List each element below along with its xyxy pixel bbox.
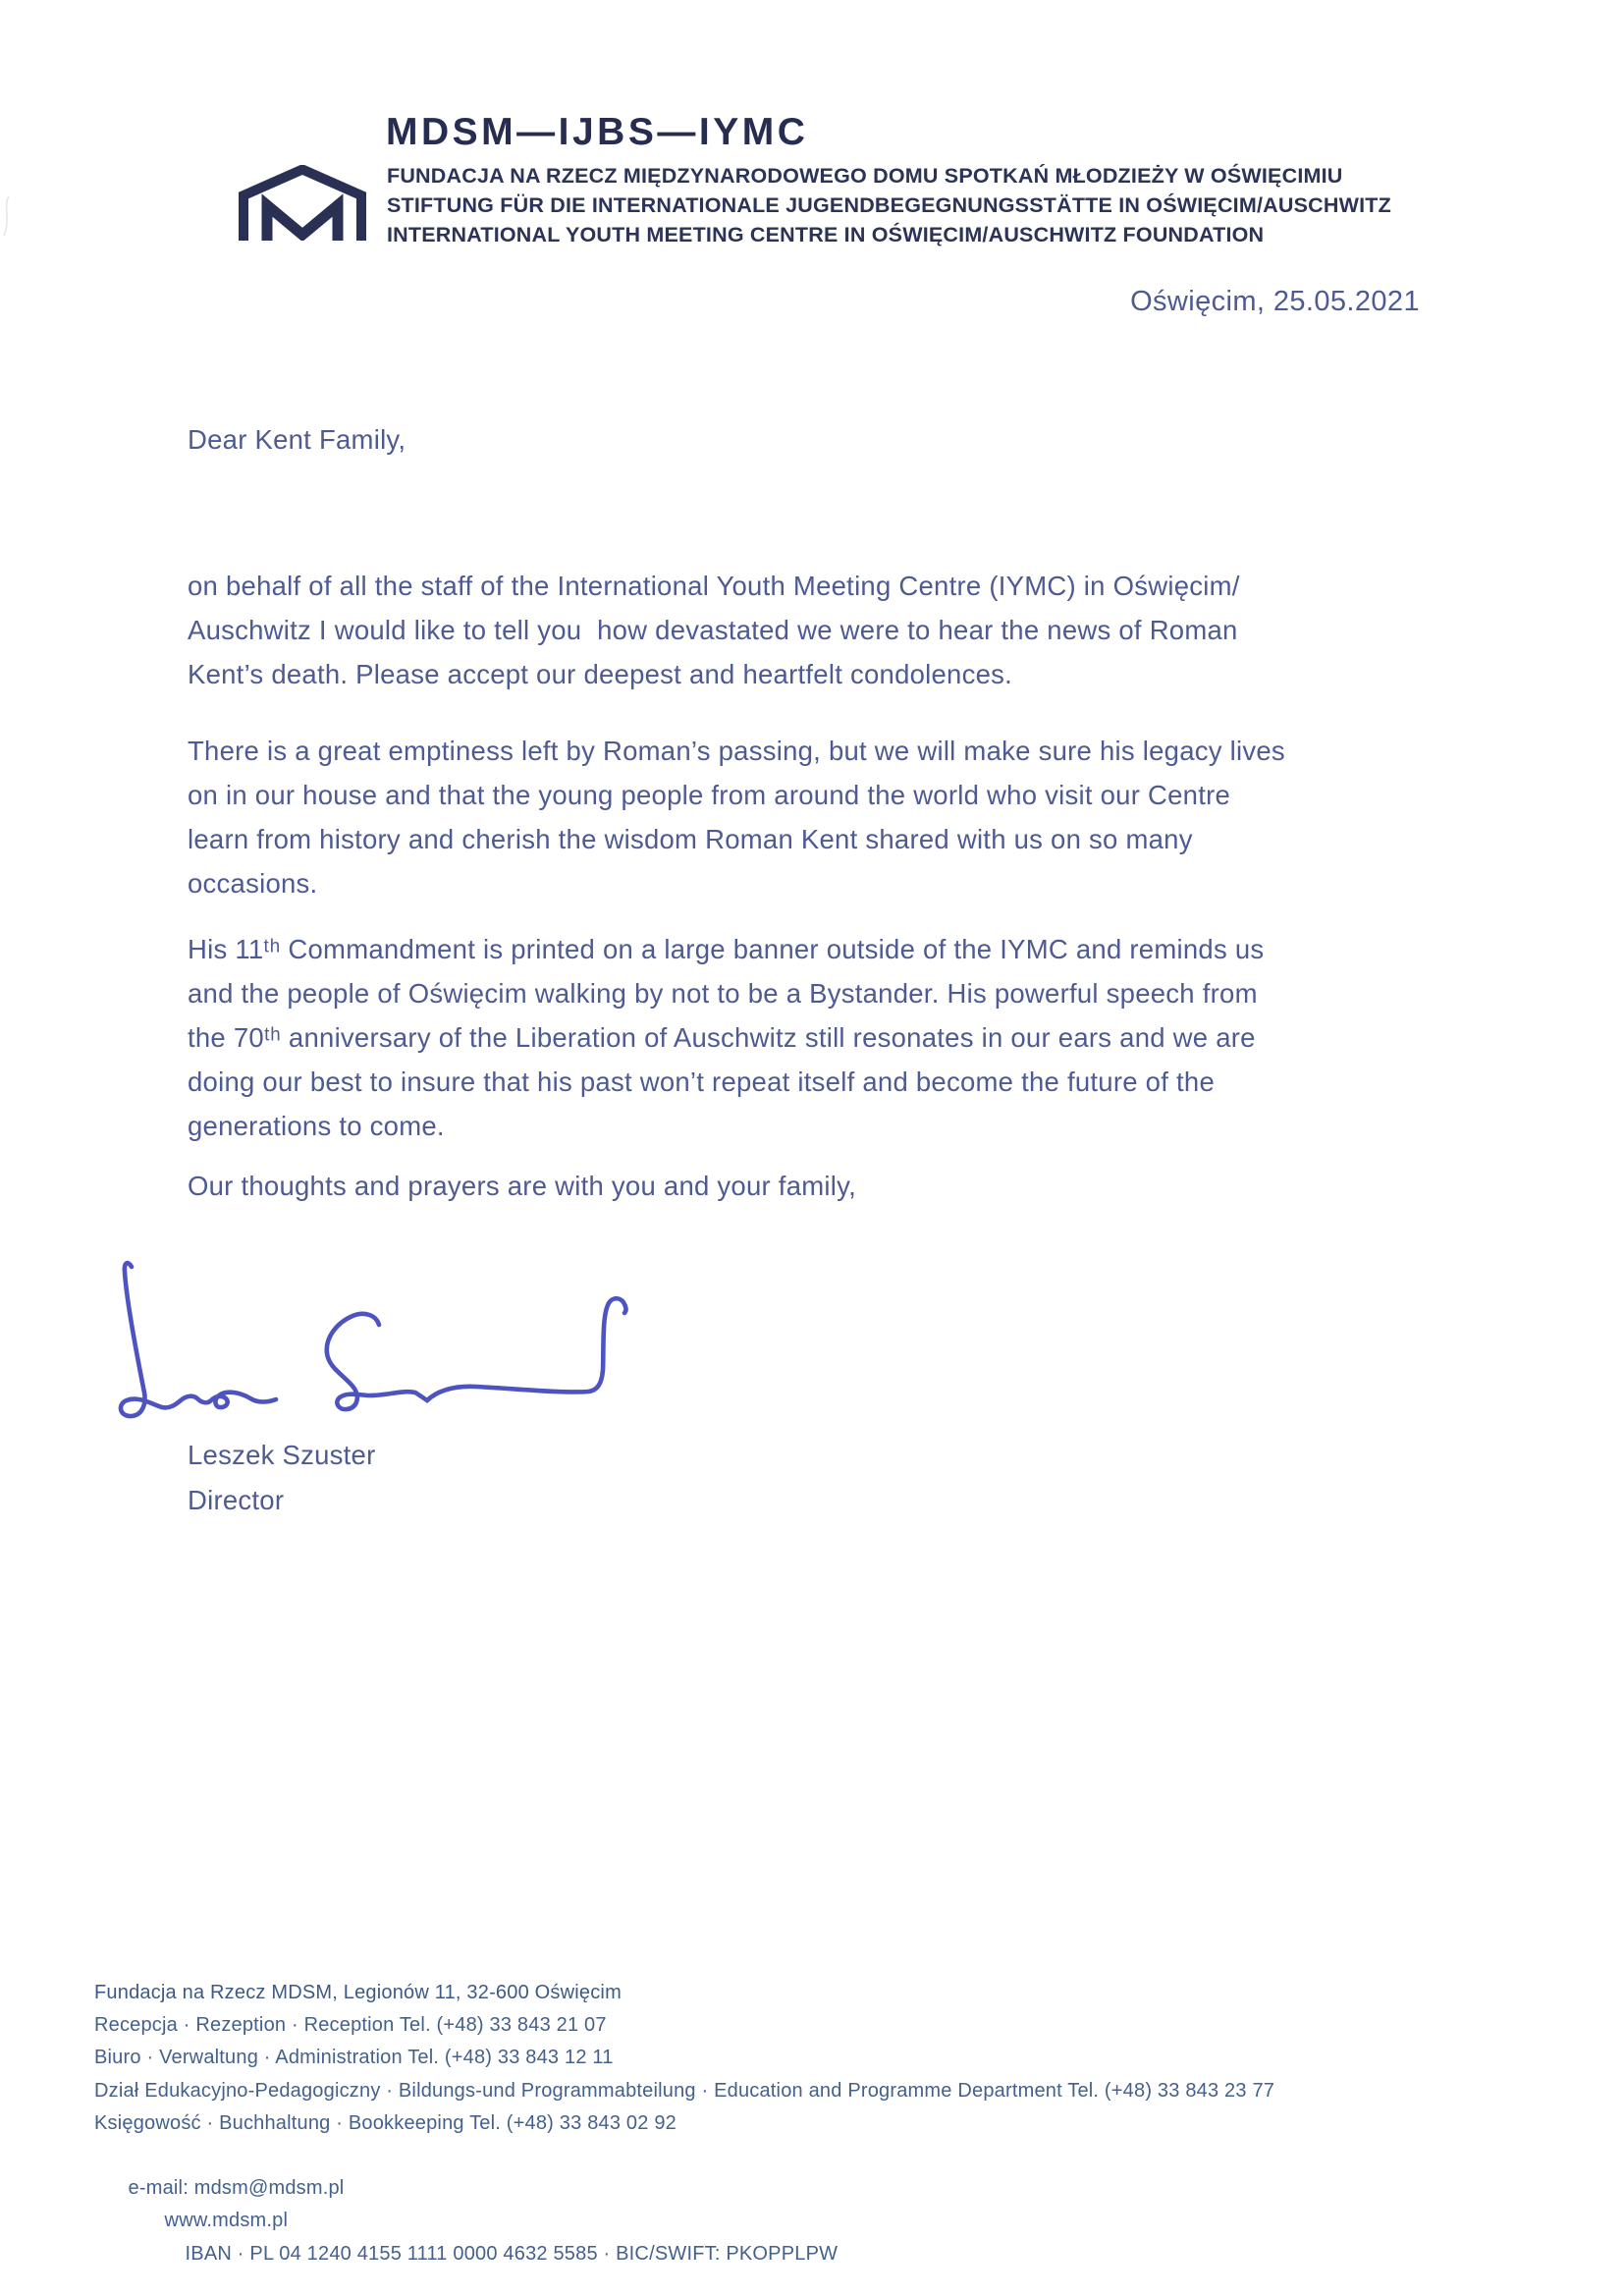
signer-name: Leszek Szuster [188, 1440, 376, 1470]
organization-title: MDSM—IJBS—IYMC [386, 111, 809, 153]
footer-contact-row [94, 2140, 1274, 2296]
paragraph-3: His 11ᵗʰ Commandment is printed on a large banner outside of the IYMC and reminds us and the people of Oświęcim walking by not to be a Bystander. His powerful speech from the 70ᵗʰ anniversary of the Liberation of Auschwitz still resonates in our ears and we are doing our best to insure that his past won’t repeat itself and become the future of the generations to come. [188, 934, 1265, 1141]
footer-iban: IBAN · PL 04 1240 4155 1111 0000 4632 5585 · BIC/SWIFT: PKOPPLPW [185, 2242, 839, 2265]
footer-bookkeeping-phone: Księgowość · Buchhaltung · Bookkeeping Tel. (+48) 33 843 02 92 [94, 2111, 677, 2134]
paragraph-2: There is a great emptiness left by Roman’s passing, but we will make sure his legacy lives on in our house and that the young people from around the world who visit our Centre learn from history and cherish the wisdom Roman Kent shared with us on so many occasions. [188, 736, 1285, 899]
scan-artifact [0, 194, 14, 238]
handwritten-signature [103, 1255, 638, 1427]
footer-website: www.mdsm.pl [164, 2210, 289, 2232]
mdsm-house-m-logo-icon [239, 165, 366, 241]
paragraph-1: on behalf of all the staff of the International Youth Meeting Centre (IYMC) in Oświęcim/ Auschwitz I would like to tell you how devastated we were to hear the news of Roman Kent’s death. Please accept our deepest and heartfelt condolences. [188, 571, 1240, 689]
organization-subtitle: FUNDACJA NA RZECZ MIĘDZYNARODOWEGO DOMU SPOTKAŃ MŁODZIEŻY W OŚWIĘCIMIU STIFTUNG FÜR DIE INTERNATIONALE JUGENDBEGEGNUNGSSTÄTTE IN OŚWIĘCIM/AUSCHWITZ INTERNATIONAL YOUTH MEETING CENTRE IN OŚWIĘCIM/AUSCHWITZ FOUNDATION [387, 164, 1391, 246]
footer-reception-phone: Recepcja · Rezeption · Reception Tel. (+48) 33 843 21 07 [94, 2014, 607, 2037]
footer-contact-block [94, 1977, 1274, 2296]
dateline: Oświęcim, 25.05.2021 [1130, 286, 1420, 317]
footer-administration-phone: Biuro · Verwaltung · Administration Tel. (+48) 33 843 12 11 [94, 2047, 614, 2069]
closing-line: Our thoughts and prayers are with you and your family, [188, 1171, 856, 1201]
footer-education-phone: Dział Edukacyjno-Pedagogiczny · Bildungs-und Programmabteilung · Education and Programme Department Tel. (+48) 33 843 23 77 [94, 2079, 1275, 2102]
footer-email: e-mail: mdsm@mdsm.pl [128, 2177, 345, 2200]
footer-address: Fundacja na Rzecz MDSM, Legionów 11, 32-600 Oświęcim [94, 1982, 622, 2003]
signer-title: Director [188, 1485, 285, 1515]
salutation: Dear Kent Family, [188, 424, 406, 455]
